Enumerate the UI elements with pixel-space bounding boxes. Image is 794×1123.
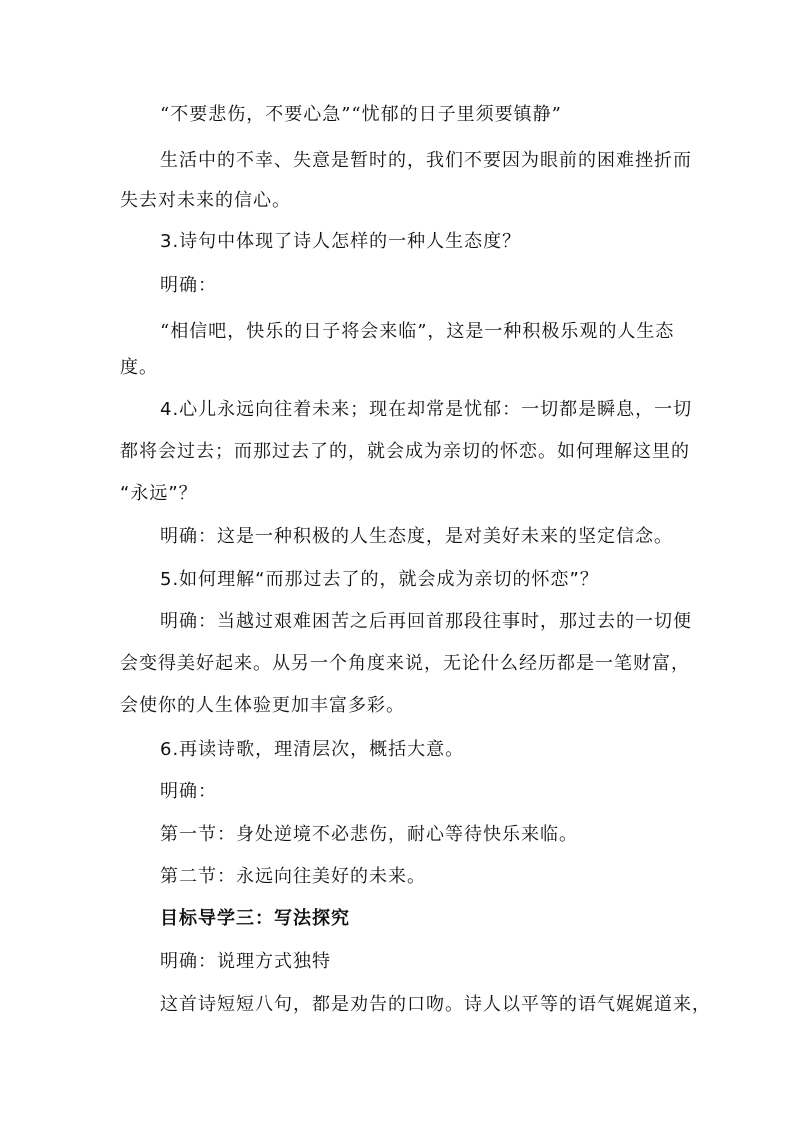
question-heading: 6.再读诗歌，理清层次，概括大意。: [160, 739, 465, 760]
paragraph-line: 明确：这是一种积极的人生态度，是对美好未来的坚定信念。: [160, 526, 673, 547]
question-heading: 3.诗句中体现了诗人怎样的一种人生态度？: [160, 231, 522, 252]
paragraph-line: 会变得美好起来。从另一个角度来说，无论什么经历都是一笔财富，: [120, 653, 690, 674]
paragraph-line: 第一节：身处逆境不必悲伤，耐心等待快乐来临。: [160, 824, 578, 845]
question-heading: 5.如何理解“而那过去了的，就会成为亲切的怀恋”？: [160, 569, 599, 590]
paragraph-line: 会使你的人生体验更加丰富多彩。: [120, 695, 405, 716]
question-heading: 都将会过去；而那过去了的，就会成为亲切的怀恋。如何理解这里的: [120, 441, 690, 462]
paragraph-line: 明确：当越过艰难困苦之后再回首那段往事时，那过去的一切便: [160, 611, 692, 632]
question-heading: 4.心儿永远向往着未来；现在却常是忧郁：一切都是瞬息，一切: [160, 399, 693, 420]
paragraph-line: 这首诗短短八句，都是劝告的口吻。诗人以平等的语气娓娓道来，: [160, 994, 711, 1015]
answer-label: 明确：: [160, 275, 217, 296]
answer-label: 明确：说理方式独特: [160, 951, 331, 972]
paragraph-line: “不要悲伤，不要心急”“忧郁的日子里须要镇静”: [160, 104, 562, 125]
paragraph-line: 度。: [120, 357, 158, 378]
answer-label: 明确：: [160, 781, 217, 802]
paragraph-line: “相信吧，快乐的日子将会来临”，这是一种积极乐观的人生态: [160, 321, 675, 342]
question-heading: “永远”？: [120, 483, 198, 504]
paragraph-line: 失去对未来的信心。: [120, 190, 291, 211]
section-heading: 目标导学三：写法探究: [160, 908, 350, 929]
paragraph-line: 生活中的不幸、失意是暂时的，我们不要因为眼前的困难挫折而: [160, 150, 692, 171]
paragraph-line: 第二节：永远向往美好的未来。: [160, 866, 426, 887]
